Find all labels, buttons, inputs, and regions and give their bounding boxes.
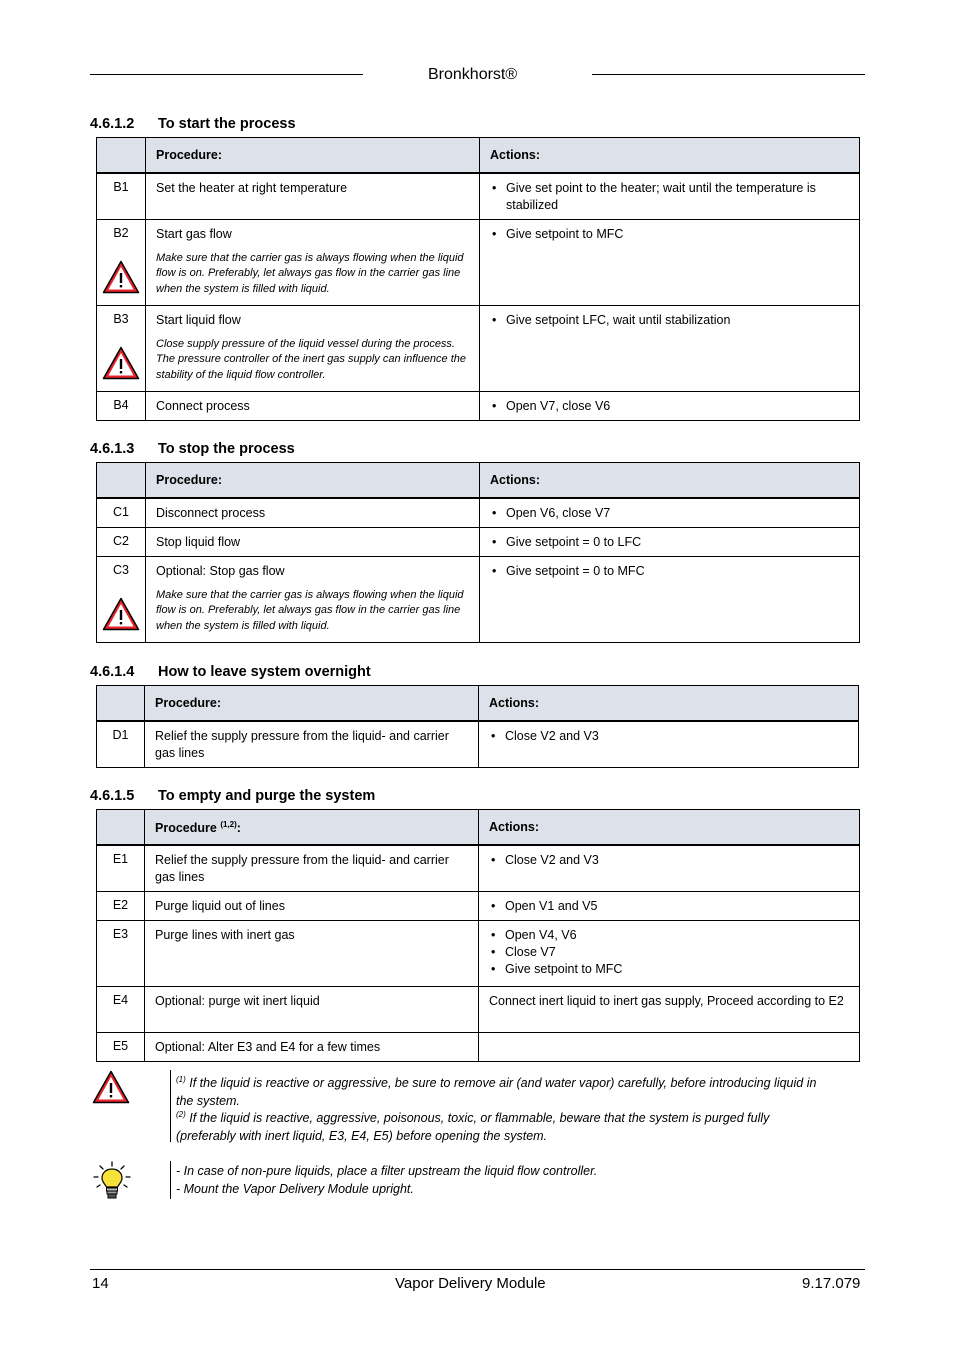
table-row — [97, 721, 859, 767]
col-actions: Actions: — [479, 810, 860, 846]
document-number: 9.17.079 — [802, 1275, 861, 1292]
table-row — [97, 556, 860, 642]
table-row — [97, 173, 860, 219]
procedure-text: Start liquid flow — [156, 312, 241, 327]
warning-triangle-icon — [102, 597, 140, 631]
action-item: • Open V4, V6 — [489, 927, 849, 944]
procedure-text: Set the heater at right temperature — [146, 173, 480, 219]
section-heading-stop: 4.6.1.3 To stop the process — [90, 441, 295, 457]
table-start-process — [96, 137, 860, 421]
procedure-text: Connect process — [146, 391, 480, 420]
table-empty-purge — [96, 809, 860, 1062]
step-code: E3 — [97, 920, 145, 986]
table-stop-process — [96, 462, 860, 643]
procedure-text: Disconnect process — [146, 498, 480, 527]
footer-title: Vapor Delivery Module — [395, 1275, 546, 1292]
procedure-text: Purge lines with inert gas — [145, 920, 479, 986]
table-row — [97, 986, 860, 1032]
action-item: • Close V2 and V3 — [489, 728, 848, 745]
action-item: • Close V7 — [489, 944, 849, 961]
table-row — [97, 305, 860, 391]
action-item: • Open V7, close V6 — [490, 398, 849, 415]
col-procedure: Procedure: — [146, 463, 480, 499]
warning-triangle-icon — [102, 346, 140, 380]
action-item: • Give set point to the heater; wait until the temperature is stabilized — [490, 180, 849, 214]
action-text: Connect inert liquid to inert gas supply, Proceed according to E2 — [479, 986, 860, 1032]
procedure-text: Optional: Stop gas flow — [156, 563, 285, 578]
tip-bar — [170, 1161, 171, 1199]
step-code: E4 — [97, 986, 145, 1032]
tip-2: - Mount the Vapor Delivery Module upright. — [176, 1182, 414, 1196]
table-header-row — [97, 686, 859, 722]
procedure-text: Optional: Alter E3 and E4 for a few times — [145, 1032, 479, 1061]
step-code: C2 — [97, 527, 146, 556]
procedure-text: Relief the supply pressure from the liquid- and carrier gas lines — [145, 845, 479, 891]
table-row — [97, 1032, 860, 1061]
table-row — [97, 891, 860, 920]
step-code: B1 — [97, 173, 146, 219]
step-code: B4 — [97, 391, 146, 420]
step-code: C3 — [113, 562, 129, 577]
section-heading-start: 4.6.1.2 To start the process — [90, 116, 296, 132]
step-code: B2 — [113, 225, 129, 240]
table-row — [97, 498, 860, 527]
step-code: E1 — [97, 845, 145, 891]
action-item: • Give setpoint = 0 to MFC — [490, 563, 849, 580]
action-item: • Give setpoint LFC, wait until stabilization — [490, 312, 849, 329]
table-overnight — [96, 685, 859, 768]
table-row — [97, 845, 860, 891]
col-procedure: Procedure $^{(1,2)}$: — [145, 810, 479, 846]
table-header-row — [97, 463, 860, 499]
col-procedure: Procedure: — [145, 686, 479, 722]
col-actions: Actions: — [479, 686, 859, 722]
table-row — [97, 527, 860, 556]
step-code: C1 — [97, 498, 146, 527]
table-row — [97, 391, 860, 420]
action-item: • Open V1 and V5 — [489, 898, 849, 915]
procedure-text: Optional: purge wit inert liquid — [145, 986, 479, 1032]
action-item: • Give setpoint to MFC — [490, 226, 849, 243]
step-code: E2 — [97, 891, 145, 920]
procedure-note: Make sure that the carrier gas is always flowing when the liquid flow is on. Preferably, let always gas flow in the carrier gas line when the system is filled with liquid. — [156, 588, 464, 632]
footnote-1: $^{(1)}$ If the liquid is reactive or aggressive, be sure to remove air (and water vapor) carefully, before introducing liquid in the system. — [176, 1075, 817, 1109]
action-item: • Give setpoint to MFC — [489, 961, 849, 978]
section-heading-purge: 4.6.1.5 To empty and purge the system — [90, 788, 376, 804]
lightbulb-icon — [92, 1160, 132, 1202]
procedure-text: Purge liquid out of lines — [145, 891, 479, 920]
footnote-2: $^{(2)}$ If the liquid is reactive, aggressive, poisonous, toxic, or flammable, beware that the system is purged fully (preferably with inert liquid, E3, E4, E5) before opening the system. — [176, 1110, 770, 1144]
action-item: • Close V2 and V3 — [489, 852, 849, 869]
tip-1: - In case of non-pure liquids, place a filter upstream the liquid flow controller. — [176, 1164, 598, 1178]
col-actions: Actions: — [480, 138, 860, 174]
procedure-note: Close supply pressure of the liquid vessel during the process. The pressure controller of the inert gas supply can influence the stability of the liquid flow controller. — [156, 337, 467, 381]
section-heading-overnight: 4.6.1.4 How to leave system overnight — [90, 664, 371, 680]
step-code: D1 — [97, 721, 145, 767]
col-procedure: Procedure: — [146, 138, 480, 174]
table-row — [97, 219, 860, 305]
page-number: 14 — [92, 1275, 109, 1292]
warning-triangle-icon — [102, 260, 140, 294]
table-header-row — [97, 810, 860, 846]
table-header-row — [97, 138, 860, 174]
warning-triangle-icon — [92, 1070, 130, 1104]
col-actions: Actions: — [480, 463, 860, 499]
procedure-text: Stop liquid flow — [146, 527, 480, 556]
procedure-text: Start gas flow — [156, 226, 232, 241]
action-text — [479, 1032, 860, 1061]
footer-rule — [90, 1269, 865, 1270]
step-code: B3 — [113, 311, 129, 326]
procedure-text: Relief the supply pressure from the liquid- and carrier gas lines — [145, 721, 479, 767]
action-item: • Give setpoint = 0 to LFC — [490, 534, 849, 551]
procedure-note: Make sure that the carrier gas is always flowing when the liquid flow is on. Preferably, let always gas flow in the carrier gas line when the system is filled with liquid. — [156, 251, 464, 295]
step-code: E5 — [97, 1032, 145, 1061]
header-brand: Bronkhorst® — [428, 66, 518, 83]
note-bar — [170, 1070, 171, 1142]
action-item: • Open V6, close V7 — [490, 505, 849, 522]
header-rule-left — [90, 74, 363, 75]
table-row — [97, 920, 860, 986]
header-rule-right — [592, 74, 865, 75]
